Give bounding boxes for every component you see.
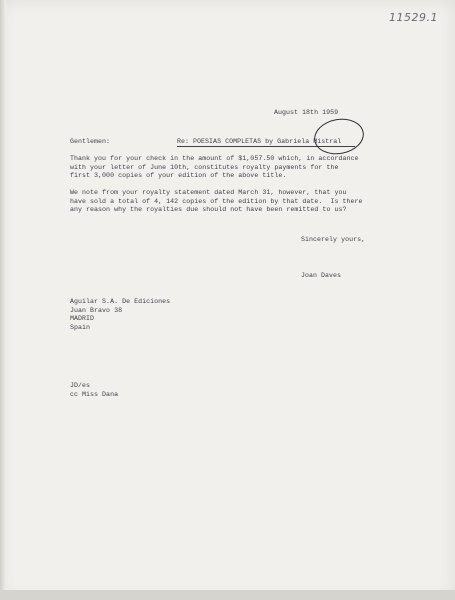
paragraph-2-line-2: have sold a total of 4, 142 copies of the edition by that date. Is there [70, 197, 363, 205]
salutation: Gentlemen: [70, 138, 111, 145]
recipient-country: Spain [70, 323, 91, 331]
recipient-city: MADRID [70, 315, 95, 323]
recipient-company: Aguilar S.A. De Ediciones [70, 298, 171, 305]
paragraph-1-line-1: Thank you for your check in the amount of $1,057.50 which, in accordance [70, 155, 359, 162]
circled-mistral-annotation [311, 115, 366, 158]
archive-id-handwritten: 11529.1 [389, 11, 438, 24]
paragraph-1-line-2: with your letter of June 10th, constitutes royalty payments for the [70, 163, 339, 171]
letter-date: August 18th 1959 [274, 109, 339, 116]
paragraph-2-line-3: any reason why the royalties due should not have been remitted to us? [70, 206, 347, 214]
signature-name: Joan Daves [301, 272, 342, 279]
page-bottom-edge [0, 590, 455, 600]
closing: Sincerely yours, [301, 236, 366, 243]
typist-initials: JD/es [70, 382, 91, 389]
page-edge [0, 0, 6, 600]
subject-line: Re: POESIAS COMPLETAS by Gabriela Mistral [177, 138, 342, 145]
paragraph-2-line-1: We note from your royalty statement dated March 31, however, that you [70, 189, 347, 196]
recipient-street: Juan Bravo 38 [70, 306, 123, 314]
carbon-copy-line: cc Miss Dana [70, 390, 119, 398]
paragraph-1-line-3: first 3,000 copies of your edition of the above title. [70, 172, 287, 180]
